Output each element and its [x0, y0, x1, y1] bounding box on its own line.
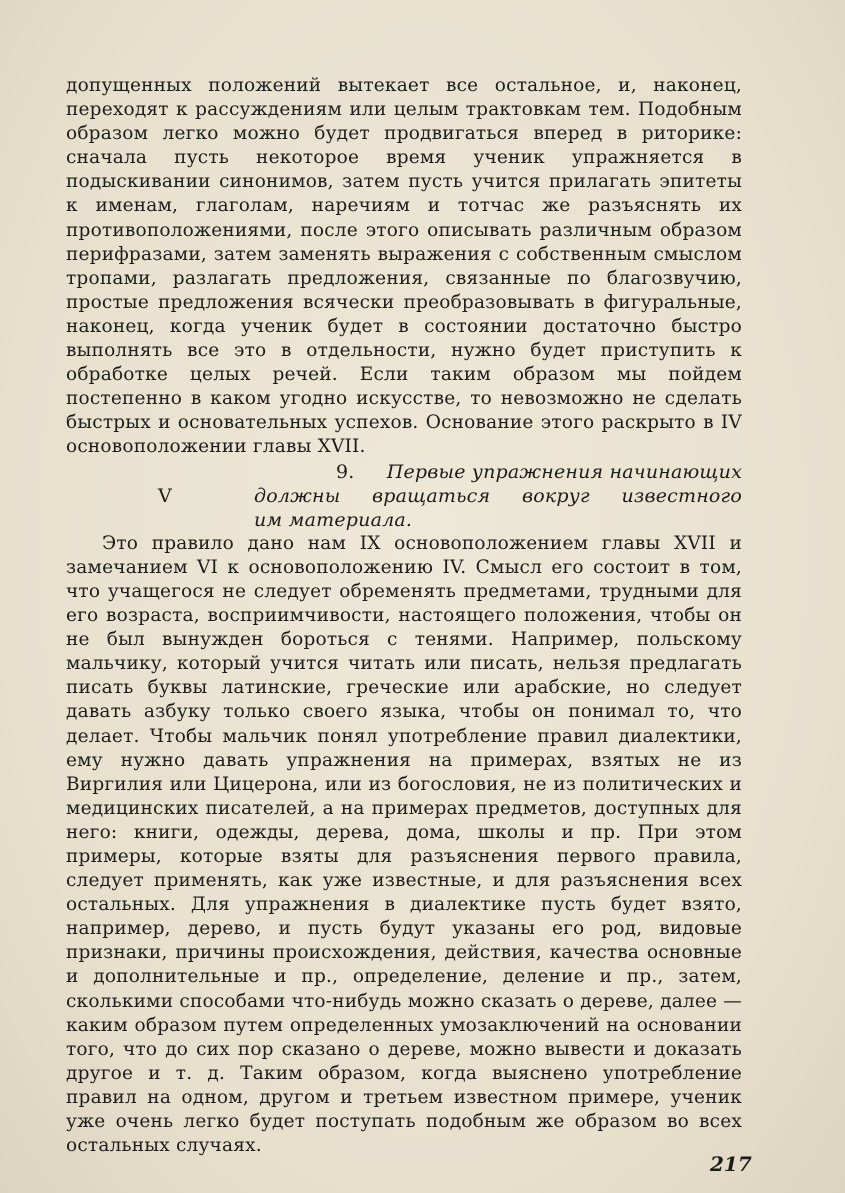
- heading-line-1: Первые упражнения начинающих: [386, 460, 742, 483]
- section-heading: [66, 460, 742, 532]
- section-number: 9.: [336, 460, 355, 483]
- heading-line-3: им материала.: [254, 508, 413, 531]
- margin-roman-numeral: V: [158, 484, 172, 507]
- paragraph-1: допущенных положений вытекает все остальное, и, наконец, переходят к рассуждениям или целым трактовкам тем. Подобным образом легко можно будет продвигаться вперед в риторике: сначала пусть некоторое время ученик упражняется в подыскивании синонимов, затем пусть учится прилагать эпитеты к именам, глаголам, наречиям и тотчас же разъяснять их противоположениями, после этого описывать различным образом перифразами, затем заменять выражения с собственным смыслом тропами, разлагать предложения, связанные по благозвучию, простые предложения всячески преобразовывать в фигуральные, наконец, когда ученик будет в состоянии достаточно быстро выполнять все это в отдельности, нужно будет приступить к обработке целых речей. Если таким образом мы пойдем постепенно в каком угодно искусстве, то невозможно не сделать быстрых и основательных успехов. Основание этого раскрыто в IV основоположении главы XVII.: [66, 75, 742, 458]
- paragraph-2: Это правило дано нам IX основоположением главы XVII и замечанием VI к основоположению IV. Смысл его состоит в том, что учащегося не следует обременять предметами, трудными для его возраста, восприимчивости, настоящего положения, чтобы он не был вынужден бороться с тенями. Например, польскому мальчику, который учится читать или писать, нельзя предлагать писать буквы латинские, греческие или арабские, но следует давать азбуку только своего языка, чтобы он понимал то, что делает. Чтобы мальчик понял употребление правил диалектики, ему нужно давать упражнения на примерах, взятых не из Виргилия или Цицерона, или из богословия, не из политических и медицинских писателей, а на примерах предметов, доступных для него: книги, одежды, дерева, дома, школы и пр. При этом примеры, которые взяты для разъяснения первого правила, следует применять, как уже известные, и для разъяснения всех остальных. Для упражнения в диалектике пусть будет взято, например, дерево, и пусть будут указаны его род, видовые признаки, причины происхождения, действия, качества основные и дополнительные и пр., определение, деление и пр., затем, сколькими способами что-нибудь можно сказать о дереве, далее — каким образом путем определенных умозаключений на основании того, что до сих пор сказано о дереве, можно вывести и доказать другое и т. д. Таким образом, когда выяснено употребление правил на одном, другом и третьем известном примере, ученик уже очень легко будет поступать подобным же образом во всех остальных случаях.: [66, 532, 742, 1157]
- heading-line-2: должны вращаться вокруг известного: [254, 484, 742, 507]
- page-text: [66, 74, 742, 1158]
- page-number: 217: [710, 1152, 752, 1176]
